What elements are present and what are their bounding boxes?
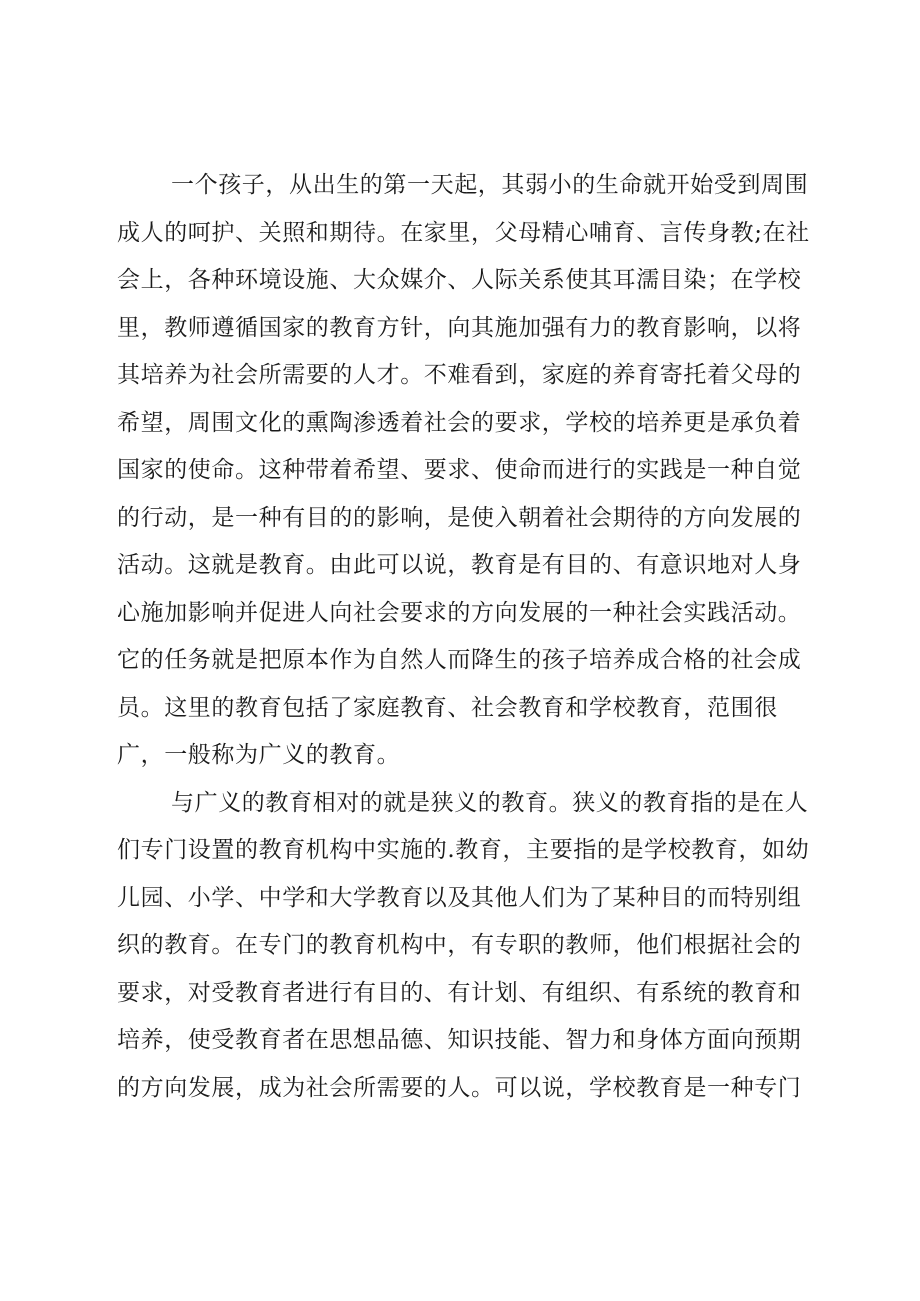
text-line: 广，一般称为广义的教育。	[117, 742, 401, 768]
text-line: 会上，各种环境设施、大众媒介、人际关系使其耳濡目染；在学校	[117, 267, 802, 293]
text-line: 员。这里的教育包括了家庭教育、社会教育和学校教育，范围很	[117, 694, 778, 721]
text-line: 们专门设置的教育机构中实施的.教育，主要指的是学校教育，如幼	[117, 837, 810, 863]
text-line: 它的任务就是把原本作为自然人而降生的孩子培养成合格的社会成	[117, 647, 802, 673]
text-line: 希望，周围文化的熏陶渗透着社会的要求，学校的培养更是承负着	[117, 409, 802, 436]
document-body	[117, 162, 817, 1112]
text-line: 儿园、小学、中学和大学教育以及其他人们为了某种目的而特别组	[117, 884, 802, 911]
paragraph-narrow-education	[117, 780, 817, 1113]
text-line: 培养，使受教育者在思想品德、知识技能、智力和身体方面向预期	[117, 1027, 802, 1053]
text-line: 的方向发展，成为社会所需要的人。可以说，学校教育是一种专门	[117, 1074, 802, 1101]
text-line: 的行动，是一种有目的的影响，是使入朝着社会期待的方向发展的	[117, 504, 802, 531]
text-line: 其培养为社会所需要的人才。不难看到，家庭的养育寄托着父母的	[117, 362, 802, 388]
text-line: 心施加影响并促进人向社会要求的方向发展的一种社会实践活动。	[117, 599, 802, 626]
text-line: 与广义的教育相对的就是狭义的教育。狭义的教育指的是在人	[171, 789, 809, 816]
text-line: 活动。这就是教育。由此可以说，教育是有目的、有意识地对人身	[117, 552, 802, 578]
paragraph-broad-education	[117, 162, 817, 780]
text-line: 里，教师遵循国家的教育方针，向其施加强有力的教育影响，以将	[117, 314, 802, 341]
text-line: 成人的呵护、关照和期待。在家里，父母精心哺育、言传身教;在社	[117, 219, 810, 246]
text-line: 一个孩子，从出生的第一天起，其弱小的生命就开始受到周围	[171, 172, 809, 198]
text-line: 国家的使命。这种带着希望、要求、使命而进行的实践是一种自觉	[117, 457, 802, 483]
text-line: 要求，对受教育者进行有目的、有计划、有组织、有系统的教育和	[117, 979, 802, 1006]
text-line: 织的教育。在专门的教育机构中，有专职的教师，他们根据社会的	[117, 932, 802, 958]
